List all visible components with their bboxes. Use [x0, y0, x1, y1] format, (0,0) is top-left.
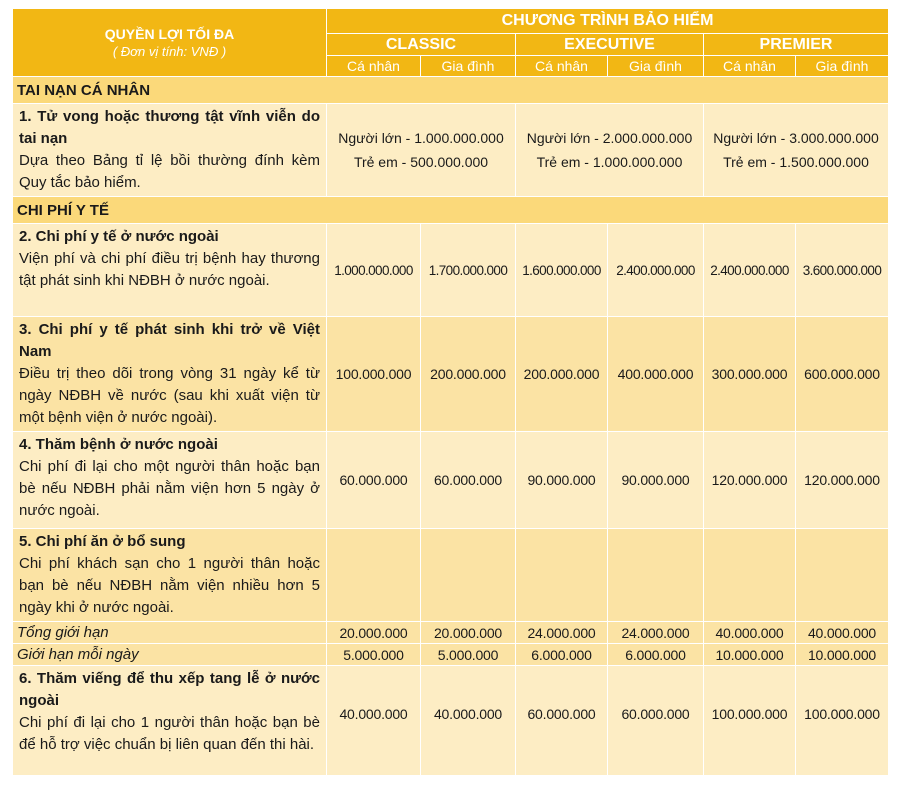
- row6-value-cell: 40.000.000: [327, 666, 421, 776]
- row2-value-cell: 1.000.000.000: [327, 224, 421, 317]
- row5-daily-cell: 10.000.000: [796, 644, 889, 666]
- row4-value-cell: 90.000.000: [516, 432, 608, 529]
- row1-classic: [327, 104, 516, 197]
- benefit-header-cell: [13, 9, 327, 77]
- row5-total-cell: 20.000.000: [421, 622, 516, 644]
- premier-individual-header: Cá nhân: [704, 56, 796, 77]
- row3-value-cell: 200.000.000: [516, 317, 608, 432]
- row5-total-cell: 40.000.000: [796, 622, 889, 644]
- table-row: [13, 104, 889, 197]
- row1-title: 1. Tử vong hoặc thương tật vĩnh viễn do tai nạn: [19, 108, 320, 147]
- unit-note: ( Đơn vị tính: VNĐ ): [112, 43, 227, 59]
- classic-individual-header: Cá nhân: [327, 56, 421, 77]
- row5-total-cell: 24.000.000: [608, 622, 704, 644]
- row2-desc: Viện phí và chi phí điều trị bệnh hay thương tật phát sinh khi NĐBH ở nước ngoài.: [19, 250, 320, 289]
- row1-executive-adult: Người lớn - 2.000.000.000: [526, 130, 693, 146]
- row5-daily-cell: 6.000.000: [516, 644, 608, 666]
- row3-title: 3. Chi phí y tế phát sinh khi trở về Việt Nam: [19, 321, 320, 360]
- row6-value-cell: 60.000.000: [608, 666, 704, 776]
- row3-value-cell: 600.000.000: [796, 317, 889, 432]
- row1-premier-adult: Người lớn - 3.000.000.000: [713, 130, 879, 146]
- section-accident: TAI NẠN CÁ NHÂN: [13, 77, 889, 104]
- premier-family-header: Gia đình: [796, 56, 889, 77]
- section-medical-row: [13, 197, 889, 224]
- row5-daily-cell: 6.000.000: [608, 644, 704, 666]
- row5-total-label: Tổng giới hạn: [13, 622, 327, 644]
- table-row: [13, 644, 889, 666]
- row6-value-cell: 60.000.000: [516, 666, 608, 776]
- row4-value-cell: 90.000.000: [608, 432, 704, 529]
- row3-value-cell: 300.000.000: [704, 317, 796, 432]
- table-row: [13, 224, 889, 317]
- header-row-program: [13, 9, 889, 34]
- section-accident-row: [13, 77, 889, 104]
- row2-value-cell: 1.600.000.000: [516, 224, 608, 317]
- table-row: [13, 666, 889, 776]
- executive-individual-header: Cá nhân: [516, 56, 608, 77]
- table-row: [13, 432, 889, 529]
- row4-value-cell: 60.000.000: [421, 432, 516, 529]
- row5-daily-cell: 10.000.000: [704, 644, 796, 666]
- row5-description: [13, 529, 327, 622]
- row2-value-cell: 2.400.000.000: [704, 224, 796, 317]
- row1-classic-adult: Người lớn - 1.000.000.000: [338, 130, 504, 146]
- row4-title: 4. Thăm bệnh ở nước ngoài: [19, 436, 218, 453]
- row4-desc: Chi phí đi lại cho một người thân hoặc bạn bè nếu NĐBH phải nằm viện hơn 5 ngày ở nước ngoài.: [19, 458, 320, 519]
- row4-value-cell: 120.000.000: [796, 432, 889, 529]
- classic-family-header: Gia đình: [421, 56, 516, 77]
- row5-total-cell: 24.000.000: [516, 622, 608, 644]
- row4-value-cell: 60.000.000: [327, 432, 421, 529]
- table-row: [13, 529, 889, 622]
- executive-family-header: Gia đình: [608, 56, 704, 77]
- row3-value-cell: 400.000.000: [608, 317, 704, 432]
- row3-value-cell: 200.000.000: [421, 317, 516, 432]
- row1-executive-child: Trẻ em - 1.000.000.000: [536, 154, 683, 170]
- row3-desc: Điều trị theo dõi trong vòng 31 ngày kể từ ngày NĐBH về nước (sau khi xuất viện từ một bệnh viện ở nước ngoài).: [19, 365, 320, 426]
- row6-value-cell: 100.000.000: [704, 666, 796, 776]
- row5-title: 5. Chi phí ăn ở bổ sung: [19, 533, 186, 550]
- plan-classic: CLASSIC: [327, 34, 516, 56]
- row1-premier: [704, 104, 889, 197]
- row6-title: 6. Thăm viếng để thu xếp tang lễ ở nước ngoài: [19, 670, 320, 709]
- section-medical: CHI PHÍ Y TẾ: [13, 197, 889, 224]
- row3-value-cell: 100.000.000: [327, 317, 421, 432]
- plan-premier: PREMIER: [704, 34, 889, 56]
- program-header: CHƯƠNG TRÌNH BẢO HIỂM: [327, 9, 889, 34]
- benefits-table: [12, 8, 889, 776]
- row2-value-cell: 2.400.000.000: [608, 224, 704, 317]
- row4-value-cell: 120.000.000: [704, 432, 796, 529]
- table-row: [13, 317, 889, 432]
- row6-desc: Chi phí đi lại cho 1 người thân hoặc bạn bè để hỗ trợ việc chuẩn bị liên quan đến thi hài.: [19, 714, 320, 753]
- row6-value-cell: 40.000.000: [421, 666, 516, 776]
- row5-daily-cell: 5.000.000: [327, 644, 421, 666]
- row1-classic-child: Trẻ em - 500.000.000: [353, 154, 489, 170]
- row5-empty-cell: [608, 529, 704, 622]
- row5-empty-cell: [516, 529, 608, 622]
- row6-value-cell: 100.000.000: [796, 666, 889, 776]
- benefit-header-title: QUYỀN LỢI TỐI ĐA: [104, 25, 235, 42]
- row5-empty-cell: [704, 529, 796, 622]
- row4-description: [13, 432, 327, 529]
- row1-desc: Dựa theo Bảng tỉ lệ bồi thường đính kèm Quy tắc bảo hiểm.: [19, 152, 320, 191]
- row1-description: [13, 104, 327, 197]
- row5-total-cell: 40.000.000: [704, 622, 796, 644]
- row2-description: [13, 224, 327, 317]
- row3-description: [13, 317, 327, 432]
- table-row: [13, 622, 889, 644]
- row1-executive: [516, 104, 704, 197]
- row2-title: 2. Chi phí y tế ở nước ngoài: [19, 228, 219, 245]
- row2-value-cell: 3.600.000.000: [796, 224, 889, 317]
- row5-daily-cell: 5.000.000: [421, 644, 516, 666]
- row2-value-cell: 1.700.000.000: [421, 224, 516, 317]
- row1-premier-child: Trẻ em - 1.500.000.000: [723, 154, 869, 170]
- row5-empty-cell: [796, 529, 889, 622]
- row5-empty-cell: [421, 529, 516, 622]
- plan-executive: EXECUTIVE: [516, 34, 704, 56]
- row6-description: [13, 666, 327, 776]
- row5-empty-cell: [327, 529, 421, 622]
- row5-total-cell: 20.000.000: [327, 622, 421, 644]
- row5-desc: Chi phí khách sạn cho 1 người thân hoặc bạn bè nếu NĐBH nằm viện nhiều hơn 5 ngày khi ở nước ngoài.: [19, 555, 320, 616]
- row5-daily-label: Giới hạn mỗi ngày: [13, 644, 327, 666]
